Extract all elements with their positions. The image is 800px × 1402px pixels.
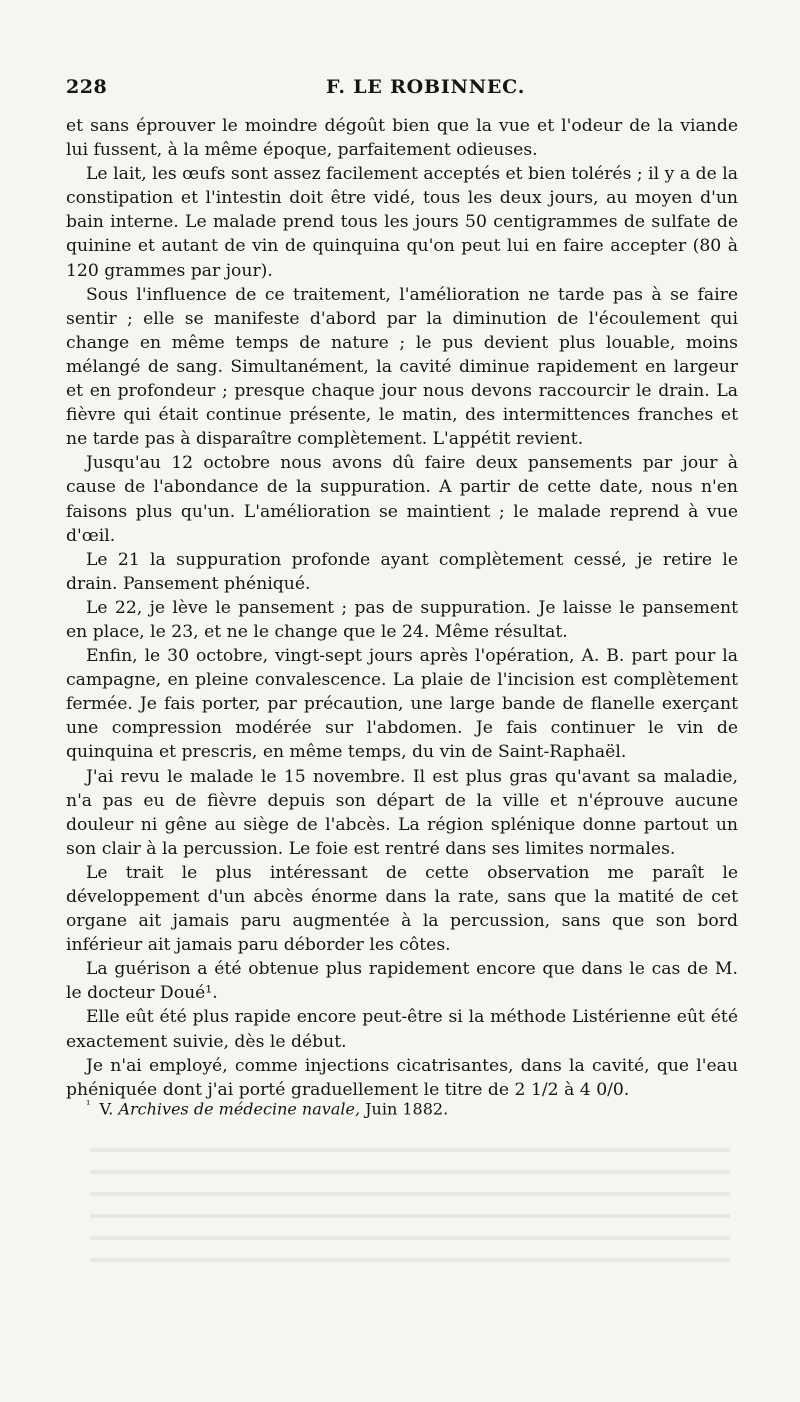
paragraph: Le 21 la suppuration profonde ayant complètement cessé, je retire le drain. Pansement phéniqué.	[66, 549, 738, 594]
paragraph: Jusqu'au 12 octobre nous avons dû faire deux pansements par jour à cause de l'abondance de la suppuration. A partir de cette date, nous n'en faisons plus qu'un. L'amélioration se maintient ; le malade reprend à vue d'œil.	[66, 453, 738, 546]
paragraph: La guérison a été obtenue plus rapidement encore que dans le cas de M. le docteur Doué¹.	[66, 959, 738, 1004]
footnote-date: Juin 1882.	[365, 1099, 449, 1119]
footnote-prefix: V.	[99, 1099, 114, 1119]
footnote	[86, 1094, 448, 1120]
paragraph: J'ai revu le malade le 15 novembre. Il est plus gras qu'avant sa maladie, n'a pas eu de fièvre depuis son départ de la ville et n'éprouve aucune douleur ni gêne au siège de l'abcès. La région splénique donne partout un son clair à la percussion. Le foie est rentré dans ses limites normales.	[66, 766, 738, 859]
paragraph: Le 22, je lève le pansement ; pas de suppuration. Je laisse le pansement en place, le 23, et ne le change que le 24. Même résultat.	[66, 597, 738, 642]
paragraph: Le trait le plus intéressant de cette observation me paraît le développement d'un abcès énorme dans la rate, sans que la matité de cet organe ait jamais paru augmentée à la percussion, sans que son bord inférieur ait jamais paru déborder les côtes.	[66, 862, 738, 956]
running-title: F. LE ROBINNEC.	[326, 76, 526, 98]
paragraph: Je n'ai employé, comme injections cicatrisantes, dans la cavité, que l'eau phéniquée dont j'ai porté graduellement le titre de 2 1/2 à 4 0/0.	[66, 1055, 738, 1100]
body-text	[66, 114, 738, 1102]
page-header	[66, 76, 738, 100]
footnote-mark: ¹	[86, 1098, 91, 1111]
paragraph: et sans éprouver le moindre dégoût bien que la vue et l'odeur de la viande lui fussent, à la même époque, parfaitement odieuses.	[66, 116, 738, 161]
page-number: 228	[66, 76, 108, 98]
bleed-through-area	[90, 1130, 730, 1280]
paragraph: Le lait, les œufs sont assez facilement acceptés et bien tolérés ; il y a de la constipation et l'intestin doit être vidé, tous les deux jours, au moyen d'un bain interne. Le malade prend tous les jours 50 centigrammes de sulfate de quinine et autant de vin de quinquina qu'on peut lui en faire accepter (80 à 120 grammes par jour).	[66, 164, 738, 281]
paragraph: Sous l'influence de ce traitement, l'amélioration ne tarde pas à se faire sentir ; elle se manifeste d'abord par la diminution de l'écoulement qui change en même temps de nature ; le pus devient plus louable, moins mélangé de sang. Simultanément, la cavité diminue rapidement en largeur et en profondeur ; presque chaque jour nous devons raccourcir le drain. La fièvre qui était continue présente, le matin, des intermittences franches et ne tarde pas à disparaître complètement. L'appétit revient.	[66, 284, 738, 450]
paragraph: Enfin, le 30 octobre, vingt-sept jours après l'opération, A. B. part pour la campagne, en pleine convalescence. La plaie de l'incision est complètement fermée. Je fais porter, par précaution, une large bande de flanelle exerçant une compression modérée sur l'abdomen. Je fais continuer le vin de quinquina et prescris, en même temps, du vin de Saint-Raphaël.	[66, 646, 738, 763]
footnote-journal: Archives de médecine navale,	[118, 1099, 361, 1119]
paragraph: Elle eût été plus rapide encore peut-être si la méthode Listérienne eût été exactement suivie, dès le début.	[66, 1007, 738, 1052]
